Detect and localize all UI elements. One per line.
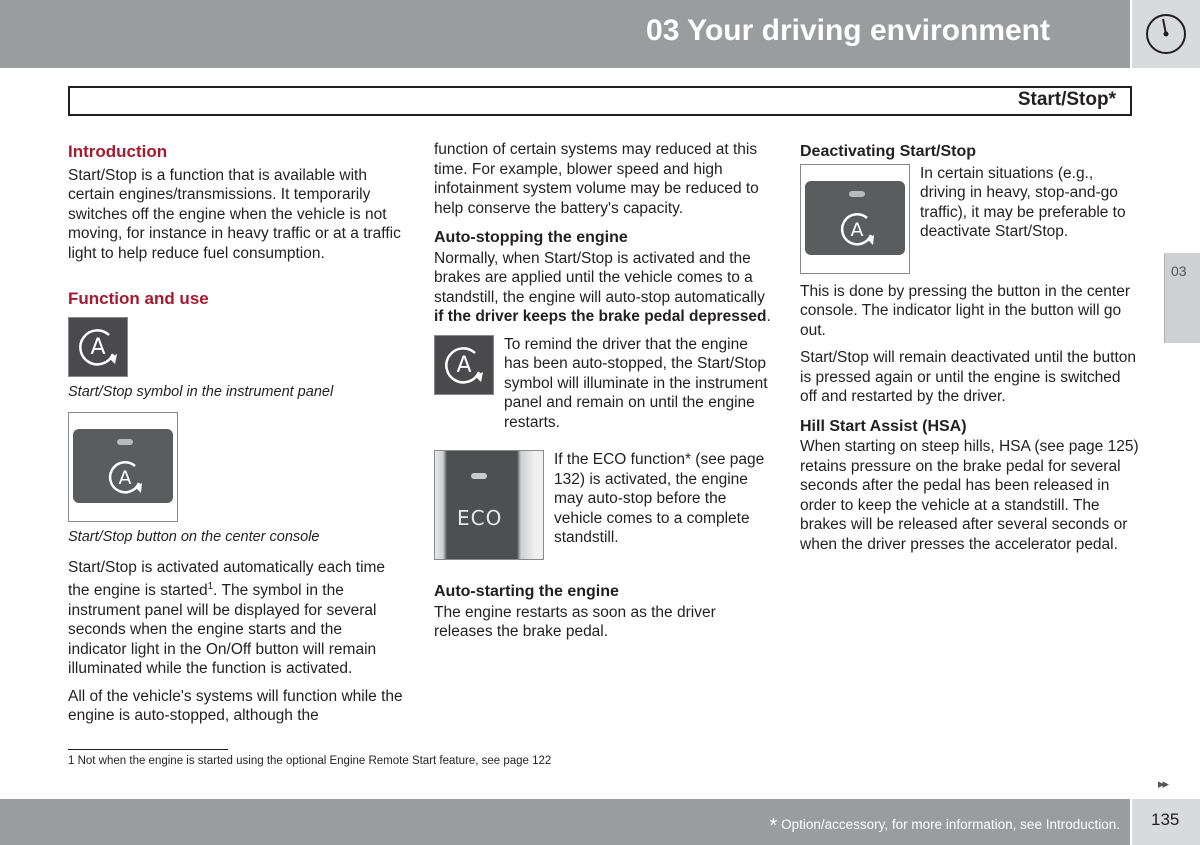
auto-stopping-end: . <box>766 308 771 325</box>
eco-block <box>434 450 774 560</box>
speedometer-icon <box>1132 0 1200 68</box>
svg-text:A: A <box>850 218 864 241</box>
footer-note <box>770 815 1120 838</box>
chapter-side-tab[interactable] <box>1164 253 1200 343</box>
footer-star: * <box>769 815 778 837</box>
activation-paragraph <box>68 558 404 679</box>
hsa-heading: Hill Start Assist (HSA) <box>800 417 967 435</box>
deactivating-heading: Deactivating Start/Stop <box>800 143 977 160</box>
auto-stopping-heading: Auto-stopping the engine <box>434 229 628 246</box>
auto-stopping-text: Normally, when Start/Stop is activated and the brakes are applied until the vehicle comes to a standstill, the engine will auto-stop automatically <box>434 249 765 306</box>
eco-indicator-light <box>471 473 487 479</box>
indicator-light <box>849 191 865 197</box>
auto-starting-paragraph: The engine restarts as soon as the driver releases the brake pedal. <box>434 603 716 640</box>
systems-paragraph: All of the vehicle's systems will function while the engine is auto-stopped, although the <box>68 687 403 725</box>
start-stop-button <box>73 429 173 503</box>
hsa-paragraph: When starting on steep hills, HSA (see page 125) retains pressure on the brake pedal for several seconds after the pedal has been released in order to keep the vehicle at a standstill. The brakes will be released after several seconds or when the driver presses the accelerator pedal. <box>800 438 1139 553</box>
auto-starting-heading: Auto-starting the engine <box>434 583 619 600</box>
start-stop-button-image-2 <box>800 164 910 274</box>
remind-block <box>434 335 774 433</box>
chapter-title: 03 Your driving environment <box>646 14 1050 47</box>
start-stop-symbol-image <box>68 317 128 377</box>
next-page-arrows-icon[interactable]: ▸▸ <box>1158 776 1168 791</box>
start-stop-button-image <box>68 412 178 522</box>
footnote: 1 Not when the engine is started using the optional Engine Remote Start feature, see page 122 <box>68 755 552 767</box>
start-stop-symbol-icon <box>69 318 127 376</box>
symbol-caption: Start/Stop symbol in the instrument panel <box>68 383 334 400</box>
start-stop-symbol-image-2 <box>434 335 494 395</box>
activation-text-a: Start/Stop is activated automatically each time the engine is started <box>68 558 386 600</box>
footer-text: Option/accessory, for more information, see Introduction. <box>777 817 1120 832</box>
footnote-divider <box>68 749 228 750</box>
page-number: 135 <box>1151 810 1180 829</box>
footer-bar <box>0 799 1130 845</box>
eco-button-image <box>434 450 544 560</box>
svg-text:A: A <box>118 467 132 489</box>
auto-stopping-paragraph <box>434 249 774 327</box>
introduction-text: Start/Stop is a function that is available with certain engines/transmissions. It temporarily switches off the engine when the vehicle is not moving, for instance in heavy traffic or at a traffic light to help reduce fuel consumption. <box>68 166 401 262</box>
svg-text:A: A <box>456 352 472 378</box>
footnote-marker: 1 <box>207 581 214 592</box>
activation-text-b: . The symbol in the instrument panel will be displayed for several seconds when the engine starts and the indicator light in the On/Off button will remain illuminated while the function is activated. <box>68 582 377 678</box>
eco-label: ECO <box>457 506 503 530</box>
chapter-icon-box <box>1132 0 1200 68</box>
start-stop-button <box>805 181 905 255</box>
button-caption: Start/Stop button on the center console <box>68 529 320 545</box>
remain-paragraph: Start/Stop will remain deactivated until the button is pressed again or until the engine is switched off and restarted by the driver. <box>800 349 1137 405</box>
chapter-tab-label: 03 <box>1171 263 1187 279</box>
page-number-box <box>1132 799 1200 845</box>
start-stop-symbol-icon <box>435 336 493 394</box>
auto-stopping-bold: if the driver keeps the brake pedal depressed <box>434 308 767 325</box>
eco-text: If the ECO function* (see page 132) is activated, the engine may auto-stop before the vehicle comes to a complete standstill. <box>554 451 765 546</box>
section-header-box <box>68 86 1132 116</box>
function-and-use-heading: Function and use <box>68 289 209 308</box>
remind-text: To remind the driver that the engine has been auto-stopped, the Start/Stop symbol will illuminate in the instrument panel and remain on until the engine restarts. <box>504 335 768 431</box>
header-bar <box>0 0 1130 68</box>
press-paragraph: This is done by pressing the button in the center console. The indicator light in the button will go out. <box>800 282 1131 339</box>
start-stop-button-icon <box>101 453 149 501</box>
column-middle <box>434 140 774 650</box>
introduction-heading: Introduction <box>68 142 168 161</box>
column-left <box>68 140 404 734</box>
start-stop-button-icon <box>833 205 881 253</box>
continued-paragraph: function of certain systems may reduced at this time. For example, blower speed and high infotainment system volume may be reduced to help conserve the battery's capacity. <box>434 141 759 217</box>
indicator-light <box>117 439 133 445</box>
svg-text:A: A <box>90 334 106 360</box>
section-title: Start/Stop* <box>1017 89 1116 110</box>
column-right <box>800 140 1140 562</box>
deactivate-text: In certain situations (e.g., driving in heavy, stop-and-go traffic), it may be preferable to deactivate Start/Stop. <box>920 164 1126 240</box>
deactivate-block <box>800 164 1140 274</box>
